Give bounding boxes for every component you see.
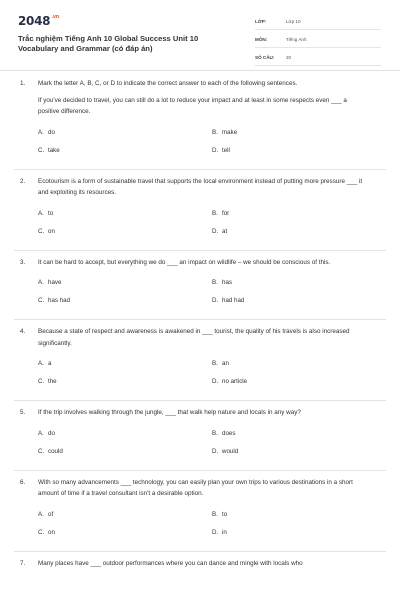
question-text: Because a state of respect and awareness is awakened in ___ tourist, the quality of his travels is also increased significantly.: [38, 328, 350, 347]
question-divider: [14, 250, 386, 251]
question-item: [0, 407, 400, 463]
option-text: to: [222, 510, 228, 518]
question-number: 5.: [20, 409, 26, 416]
option-text: a: [48, 360, 52, 367]
option-key: B.: [212, 510, 218, 518]
answer-options: [0, 352, 400, 393]
option-key: B.: [212, 128, 218, 136]
answer-option-d[interactable]: [212, 446, 238, 458]
meta-count-row: [255, 50, 381, 66]
question-item: [0, 257, 400, 313]
meta-subject-row: [255, 32, 381, 48]
answer-option-a[interactable]: [38, 509, 53, 521]
option-text: on: [48, 227, 55, 235]
option-text: has: [222, 279, 232, 286]
question-item: [0, 477, 400, 544]
meta-label: LỚP:: [255, 19, 267, 24]
answer-options: [0, 422, 400, 463]
meta-value: Tiếng Anh: [286, 37, 307, 42]
question-number: 1.: [20, 80, 26, 87]
answer-option-d[interactable]: [212, 527, 227, 539]
option-key: C.: [38, 378, 45, 385]
logo-text: 2048: [18, 14, 51, 28]
option-text: in: [222, 528, 227, 536]
option-key: C.: [38, 528, 45, 536]
option-text: have: [48, 279, 62, 286]
question-text: If the trip involves walking through the jungle, ___ that walk help nature and locals in any way?: [38, 409, 301, 416]
option-key: B.: [212, 209, 218, 217]
answer-option-d[interactable]: [212, 145, 230, 157]
option-text: an: [222, 360, 229, 367]
question-divider: [14, 169, 386, 170]
meta-label: SỐ CÂU:: [255, 55, 275, 60]
question-text: Many places have ___ outdoor performances where you can dance and mingle with locals who: [38, 559, 303, 567]
answer-option-b[interactable]: [212, 358, 229, 370]
answer-option-a[interactable]: [38, 277, 61, 289]
question-divider: [14, 319, 386, 320]
question-item: [0, 326, 400, 393]
option-key: D.: [212, 378, 219, 385]
option-text: do: [48, 429, 55, 437]
option-text: has had: [48, 297, 71, 304]
answer-option-b[interactable]: [212, 509, 227, 521]
option-text: for: [222, 209, 230, 217]
option-key: C.: [38, 447, 45, 455]
answer-option-c[interactable]: [38, 446, 63, 458]
option-key: B.: [212, 279, 218, 286]
answer-option-b[interactable]: [212, 127, 237, 139]
answer-option-c[interactable]: [38, 295, 70, 307]
header-divider: [0, 70, 400, 71]
option-key: C.: [38, 297, 45, 304]
question-divider: [14, 470, 386, 471]
meta-value: 20: [286, 55, 292, 60]
answer-option-c[interactable]: [38, 527, 55, 539]
question-item: [0, 78, 400, 162]
option-key: A.: [38, 429, 44, 437]
question-text: It can be hard to accept, but everything we do ___ an impact on wildlife – we should be conscious of this.: [38, 258, 331, 266]
option-text: had had: [222, 297, 245, 304]
page-header: [0, 0, 400, 68]
option-text: do: [48, 128, 55, 136]
meta-panel: [255, 14, 381, 68]
question-divider: [14, 551, 386, 552]
question-text: With so many advancements ___ technology, you can easily plan your own trips to various destinations in a short amount of time if a travel consultant isn't a desirable option.: [38, 478, 353, 497]
answer-option-c[interactable]: [38, 376, 57, 388]
page-title: Trắc nghiệm Tiếng Anh 10 Global Success Unit 10 Vocabulary and Grammar (có đáp án): [18, 34, 199, 53]
meta-value: Lớp 10: [286, 19, 301, 24]
site-logo[interactable]: [18, 14, 59, 28]
option-key: A.: [38, 510, 44, 518]
question-item: [0, 176, 400, 243]
option-text: on: [48, 528, 55, 536]
option-text: take: [48, 146, 60, 154]
option-key: D.: [212, 528, 219, 536]
question-number: 7.: [20, 559, 26, 567]
question-divider: [14, 400, 386, 401]
answer-options: [0, 202, 400, 243]
option-key: B.: [212, 360, 218, 367]
question-list: [0, 78, 400, 569]
option-key: C.: [38, 227, 45, 235]
answer-option-a[interactable]: [38, 358, 51, 370]
option-key: D.: [212, 146, 219, 154]
option-key: A.: [38, 128, 44, 136]
option-text: does: [222, 429, 236, 437]
option-text: could: [48, 447, 63, 455]
option-text: no article: [222, 378, 248, 385]
answer-option-d[interactable]: [212, 295, 244, 307]
question-number: 3.: [20, 258, 26, 266]
option-key: B.: [212, 429, 218, 437]
option-key: A.: [38, 279, 44, 286]
question-item: [0, 558, 400, 570]
answer-option-d[interactable]: [212, 376, 247, 388]
answer-options: [0, 271, 400, 312]
option-text: of: [48, 510, 54, 518]
meta-label: MÔN:: [255, 37, 268, 42]
option-text: tell: [222, 146, 230, 154]
option-key: D.: [212, 227, 219, 235]
answer-option-b[interactable]: [212, 277, 232, 289]
question-text: If you've decided to travel, you can still do a lot to reduce your impact and at least in some respects even ___ a positive difference.: [38, 96, 347, 115]
answer-option-a[interactable]: [38, 208, 53, 220]
answer-options: [0, 121, 400, 162]
option-key: A.: [38, 209, 44, 217]
answer-option-a[interactable]: [38, 428, 55, 440]
option-text: the: [48, 378, 57, 385]
option-key: D.: [212, 297, 219, 304]
question-number: 6.: [20, 478, 26, 486]
question-text: Mark the letter A, B, C, or D to indicate the correct answer to each of the following sentences.: [38, 80, 298, 87]
meta-class-row: [255, 14, 381, 30]
logo-suffix: .vn: [51, 14, 60, 20]
option-key: D.: [212, 447, 219, 455]
option-key: A.: [38, 360, 44, 367]
answer-options: [0, 503, 400, 544]
answer-option-d[interactable]: [212, 226, 227, 238]
option-text: make: [222, 128, 238, 136]
question-number: 4.: [20, 328, 26, 335]
option-text: to: [48, 209, 54, 217]
option-key: C.: [38, 146, 45, 154]
question-number: 2.: [20, 177, 26, 185]
answer-option-b[interactable]: [212, 428, 235, 440]
answer-option-c[interactable]: [38, 145, 60, 157]
option-text: at: [222, 227, 228, 235]
question-text: Ecotourism is a form of sustainable travel that supports the local environment instead of putting more pressure ___ it and exploiting its resources.: [38, 177, 363, 196]
option-text: would: [222, 447, 239, 455]
answer-option-b[interactable]: [212, 208, 229, 220]
answer-option-a[interactable]: [38, 127, 55, 139]
answer-option-c[interactable]: [38, 226, 55, 238]
